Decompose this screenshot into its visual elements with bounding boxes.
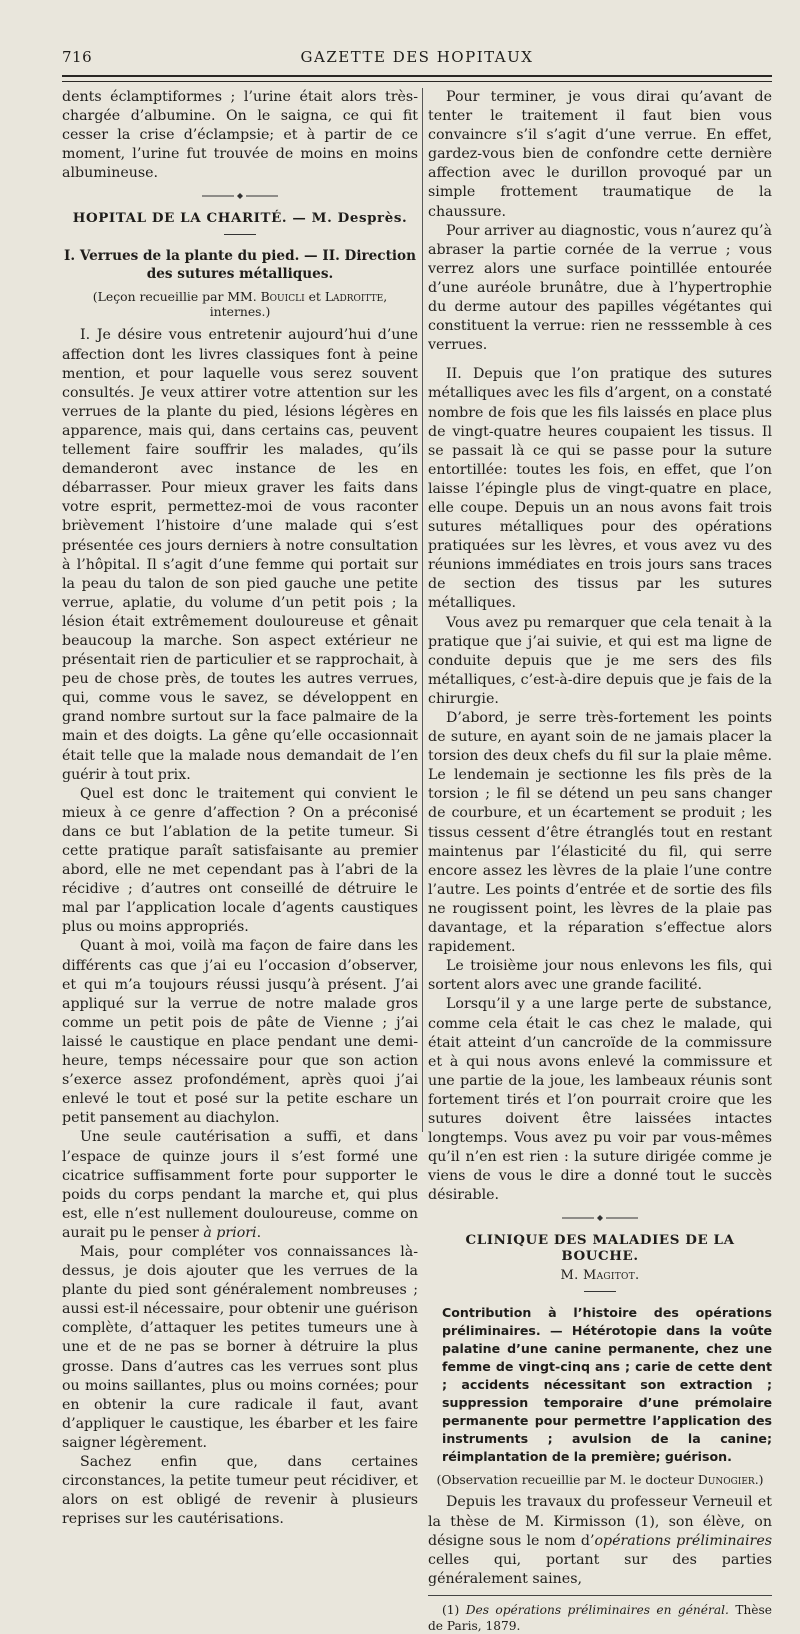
footnote-rule — [428, 1595, 772, 1596]
credit-author: Bouicli — [260, 289, 305, 305]
spacer — [428, 355, 772, 365]
paragraph — [428, 1493, 772, 1588]
contribution-title: Contribution à l’histoire des opérations préliminaires. — Hétérotopie dans la voûte palatine d’une canine permanente, chez une femme de vingt-cinq ans ; carie de cette dent ; accidents nécessitant son extraction ; suppression temporaire d’une prémolaire permanente pour permettre l’application des instruments ; avulsion de la canine; réimplantation de la première; guérison. — [442, 1305, 772, 1465]
page-number: 716 — [62, 48, 93, 66]
footnote-text: Thèse de Paris, 1879. — [428, 1602, 772, 1633]
section-title: HOPITAL DE LA CHARITÉ. — M. Desprès. — [72, 210, 408, 227]
credit-author: Dunogier — [697, 1472, 755, 1488]
page-header — [62, 48, 772, 70]
paragraph-text: celles qui, portant sur des parties généralement saines, — [428, 1551, 772, 1587]
paragraph: Lorsqu’il y a une large perte de substance, comme cela était le cas chez le malade, qui était atteint d’un cancroïde de la commissure et à qui nous avons enlevé la commissure et une partie de la joue, les lambeaux réunis sont fortement tirés et l’on pourrait croire que les sutures doivent être laissées intactes longtemps. Vous avez pu voir par vous-mêmes qu’il n’en est rien : la suture dirigée comme je viens de vous le dire a donné tout le succès désirable. — [428, 996, 772, 1204]
section-title: CLINIQUE DES MALADIES DE LA BOUCHE. — [465, 1232, 735, 1265]
journal-title: GAZETTE DES HOPITAUX — [300, 48, 534, 66]
credit-text: et — [304, 289, 325, 305]
paragraph-italic: à priori — [203, 1224, 257, 1241]
left-column — [62, 88, 418, 1528]
short-rule — [224, 234, 256, 235]
header-rule — [62, 75, 772, 82]
ornament-separator — [560, 1214, 640, 1222]
ornament-separator — [200, 192, 280, 200]
footnote — [428, 1602, 772, 1634]
paragraph-italic: opérations préliminaires — [594, 1532, 772, 1549]
paragraph: Mais, pour compléter vos connaissances là-dessus, je dois ajouter que les verrues de la plante du pied sont généralement nombreuses ; aussi est-il nécessaire, pour obtenir une guérison complète, d’attaquer les petites tumeurs une à une et de ne pas se borner à détruire la plus grosse. Dans d’autres cas les verrues sont plus ou moins saillantes, plus ou moins cornées; pour en obtenir la cure radicale il faut, avant d’appliquer le caustique, les ébarber et les faire saigner légèrement. — [62, 1243, 418, 1451]
credit-text: , internes.) — [209, 289, 388, 320]
paragraph: D’abord, je serre très-fortement les points de suture, en ayant soin de ne jamais placer la torsion des deux chefs du fil sur la plaie même. Le lendemain je sectionne les fils près de la torsion ; le fil se détend un peu sans changer de courbure, et un écartement se produit ; les tissus cessent d’être étranglés tout en restant maintenus par l’élasticité du fil, qui serre encore assez les lèvres de la plaie l’une contre l’autre. Les points d’entrée et de sortie des fils ne rougissent point, les lèvres de la plaie pas davantage, et la réparation s’effectue alors rapidement. — [428, 710, 772, 956]
paragraph: II. Depuis que l’on pratique des sutures métalliques avec les fils d’argent, on a constaté nombre de fois que les fils laissés en place plus de vingt-quatre heures coupaient les tissus. Il se passait là ce qui se passe pour la suture entortillée: toutes les fois, en effet, que l’on laisse l’épingle plus de vingt-quatre en place, elle coupe. Depuis un an nous avons fait trois sutures métalliques pour des opérations pratiquées sur les lèvres, et vous avez vu des réunions immédiates en trois jours sans traces de section des tissus par les sutures métalliques. — [428, 366, 772, 612]
lesson-credit — [62, 289, 418, 319]
column-divider — [422, 88, 423, 1132]
section-author: M. Magitot. — [560, 1268, 640, 1284]
lesson-title: I. Verrues de la plante du pied. — II. Direction des sutures métalliques. — [64, 248, 416, 283]
observation-credit — [428, 1472, 772, 1487]
credit-text: .) — [754, 1472, 764, 1488]
right-column — [428, 88, 772, 1633]
paragraph: Pour terminer, je vous dirai qu’avant de tenter le traitement il faut bien vous convaincre s’il s’agit d’une verrue. En effet, gardez-vous bien de confondre cette dernière affection avec le durillon provoqué par un simple frottement traumatique de la chaussure. — [428, 89, 772, 220]
paragraph: Pour arriver au diagnostic, vous n’aurez qu’à abraser la partie cornée de la verrue ; vous verrez alors une surface pointillée entourée d’une auréole brunâtre, due à l’hypertrophie du derme autour des papilles végétantes qui constituent la verrue: rien ne resssemble à ces verrues. — [428, 222, 772, 354]
paragraph-text: Une seule cautérisation a suffi, et dans l’espace de quinze jours il s’est formé une cicatrice suffisamment forte pour supporter le poids du corps pendant la marche et, qui plus est, elle n’est nullement douloureuse, comme on aurait pu le penser — [62, 1129, 418, 1241]
paragraph: Quant à moi, voilà ma façon de faire dans les différents cas que j’ai eu l’occasion d’observer, et qui m’a toujours réussi jusqu’à présent. J’ai appliqué sur la verrue de notre malade gros comme un petit pois de pâte de Vienne ; j’ai laissé le caustique en place pendant une demi-heure, temps nécessaire pour que son action s’exerce assez profondément, après quoi j’ai enlevé le tout et posé sur la petite eschare un petit pansement au diachylon. — [62, 938, 418, 1127]
paragraph-text: Depuis les travaux du professeur Verneuil et la thèse de M. Kirmisson (1), son élève, on désigne sous le nom d’ — [428, 1494, 772, 1549]
credit-text: (Observation recueillie par M. le docteur — [436, 1472, 698, 1488]
footnote-italic: Des opérations préliminaires en général. — [465, 1602, 729, 1617]
credit-author: Ladroitte — [324, 289, 384, 305]
paragraph: Quel est donc le traitement qui convient le mieux à ce genre d’affection ? On a préconisé dans ce but l’ablation de la petite tumeur. Si cette pratique paraît satisfaisante au premier abord, elle ne met cependant pas à l’abri de la récidive ; d’autres ont conseillé de détruire le mal par l’application locale d’agents caustiques plus ou moins appropriés. — [62, 785, 418, 936]
paragraph — [62, 1128, 418, 1243]
paragraph-text: . — [256, 1224, 262, 1241]
short-rule — [584, 1291, 616, 1292]
paragraph: Sachez enfin que, dans certaines circonstances, la petite tumeur peut récidiver, et alors on est obligé de revenir à plusieurs reprises sur les cautérisations. — [62, 1454, 418, 1528]
footnote-marker: (1) — [442, 1602, 466, 1617]
paragraph: Le troisième jour nous enlevons les fils, qui sortent alors avec une grande facilité. — [428, 958, 772, 994]
credit-text: (Leçon recueillie par MM. — [92, 289, 261, 305]
paragraph: I. Je désire vous entretenir aujourd’hui d’une affection dont les livres classiques font à peine mention, et pour laquelle vous serez souvent consultés. Je veux attirer votre attention sur les verrues de la plante du pied, lésions légères en apparence, mais qui, dans certains cas, peuvent tellement faire souffrir les malades, qu’ils demanderont avec instance de les en débarrasser. Pour mieux graver les faits dans votre esprit, permettez-moi de vous raconter brièvement l’histoire d’une malade qui s’est présentée ces jours derniers à notre consultation à l’hôpital. Il s’agit d’une femme qui portait sur la peau du talon de son pied gauche une petite verrue, aplatie, du volume d’un petit pois ; la lésion était extrêmement douloureuse et gênait beaucoup la marche. Son aspect extérieur ne présentait rien de particulier et se rapprochait, à peu de chose près, de toutes les autres verrues, qui, comme vous le savez, se développent en grand nombre surtout sur la face palmaire de la main et des doigts. La gêne qu’elle occasionnait était telle que la malade nous demandait de l’en guérir à tout prix. — [62, 327, 418, 783]
paragraph: dents éclamptiformes ; l’urine était alors très-chargée d’albumine. On le saigna, ce qui fit cesser la crise d’éclampsie; et à partir de ce moment, l’urine fut trouvée de moins en moins albumineuse. — [62, 89, 418, 182]
paragraph: Vous avez pu remarquer que cela tenait à la pratique que j’ai suivie, et qui est ma ligne de conduite depuis que je me sers des fils métalliques, c’est-à-dire depuis que je fais de la chirurgie. — [428, 614, 772, 707]
